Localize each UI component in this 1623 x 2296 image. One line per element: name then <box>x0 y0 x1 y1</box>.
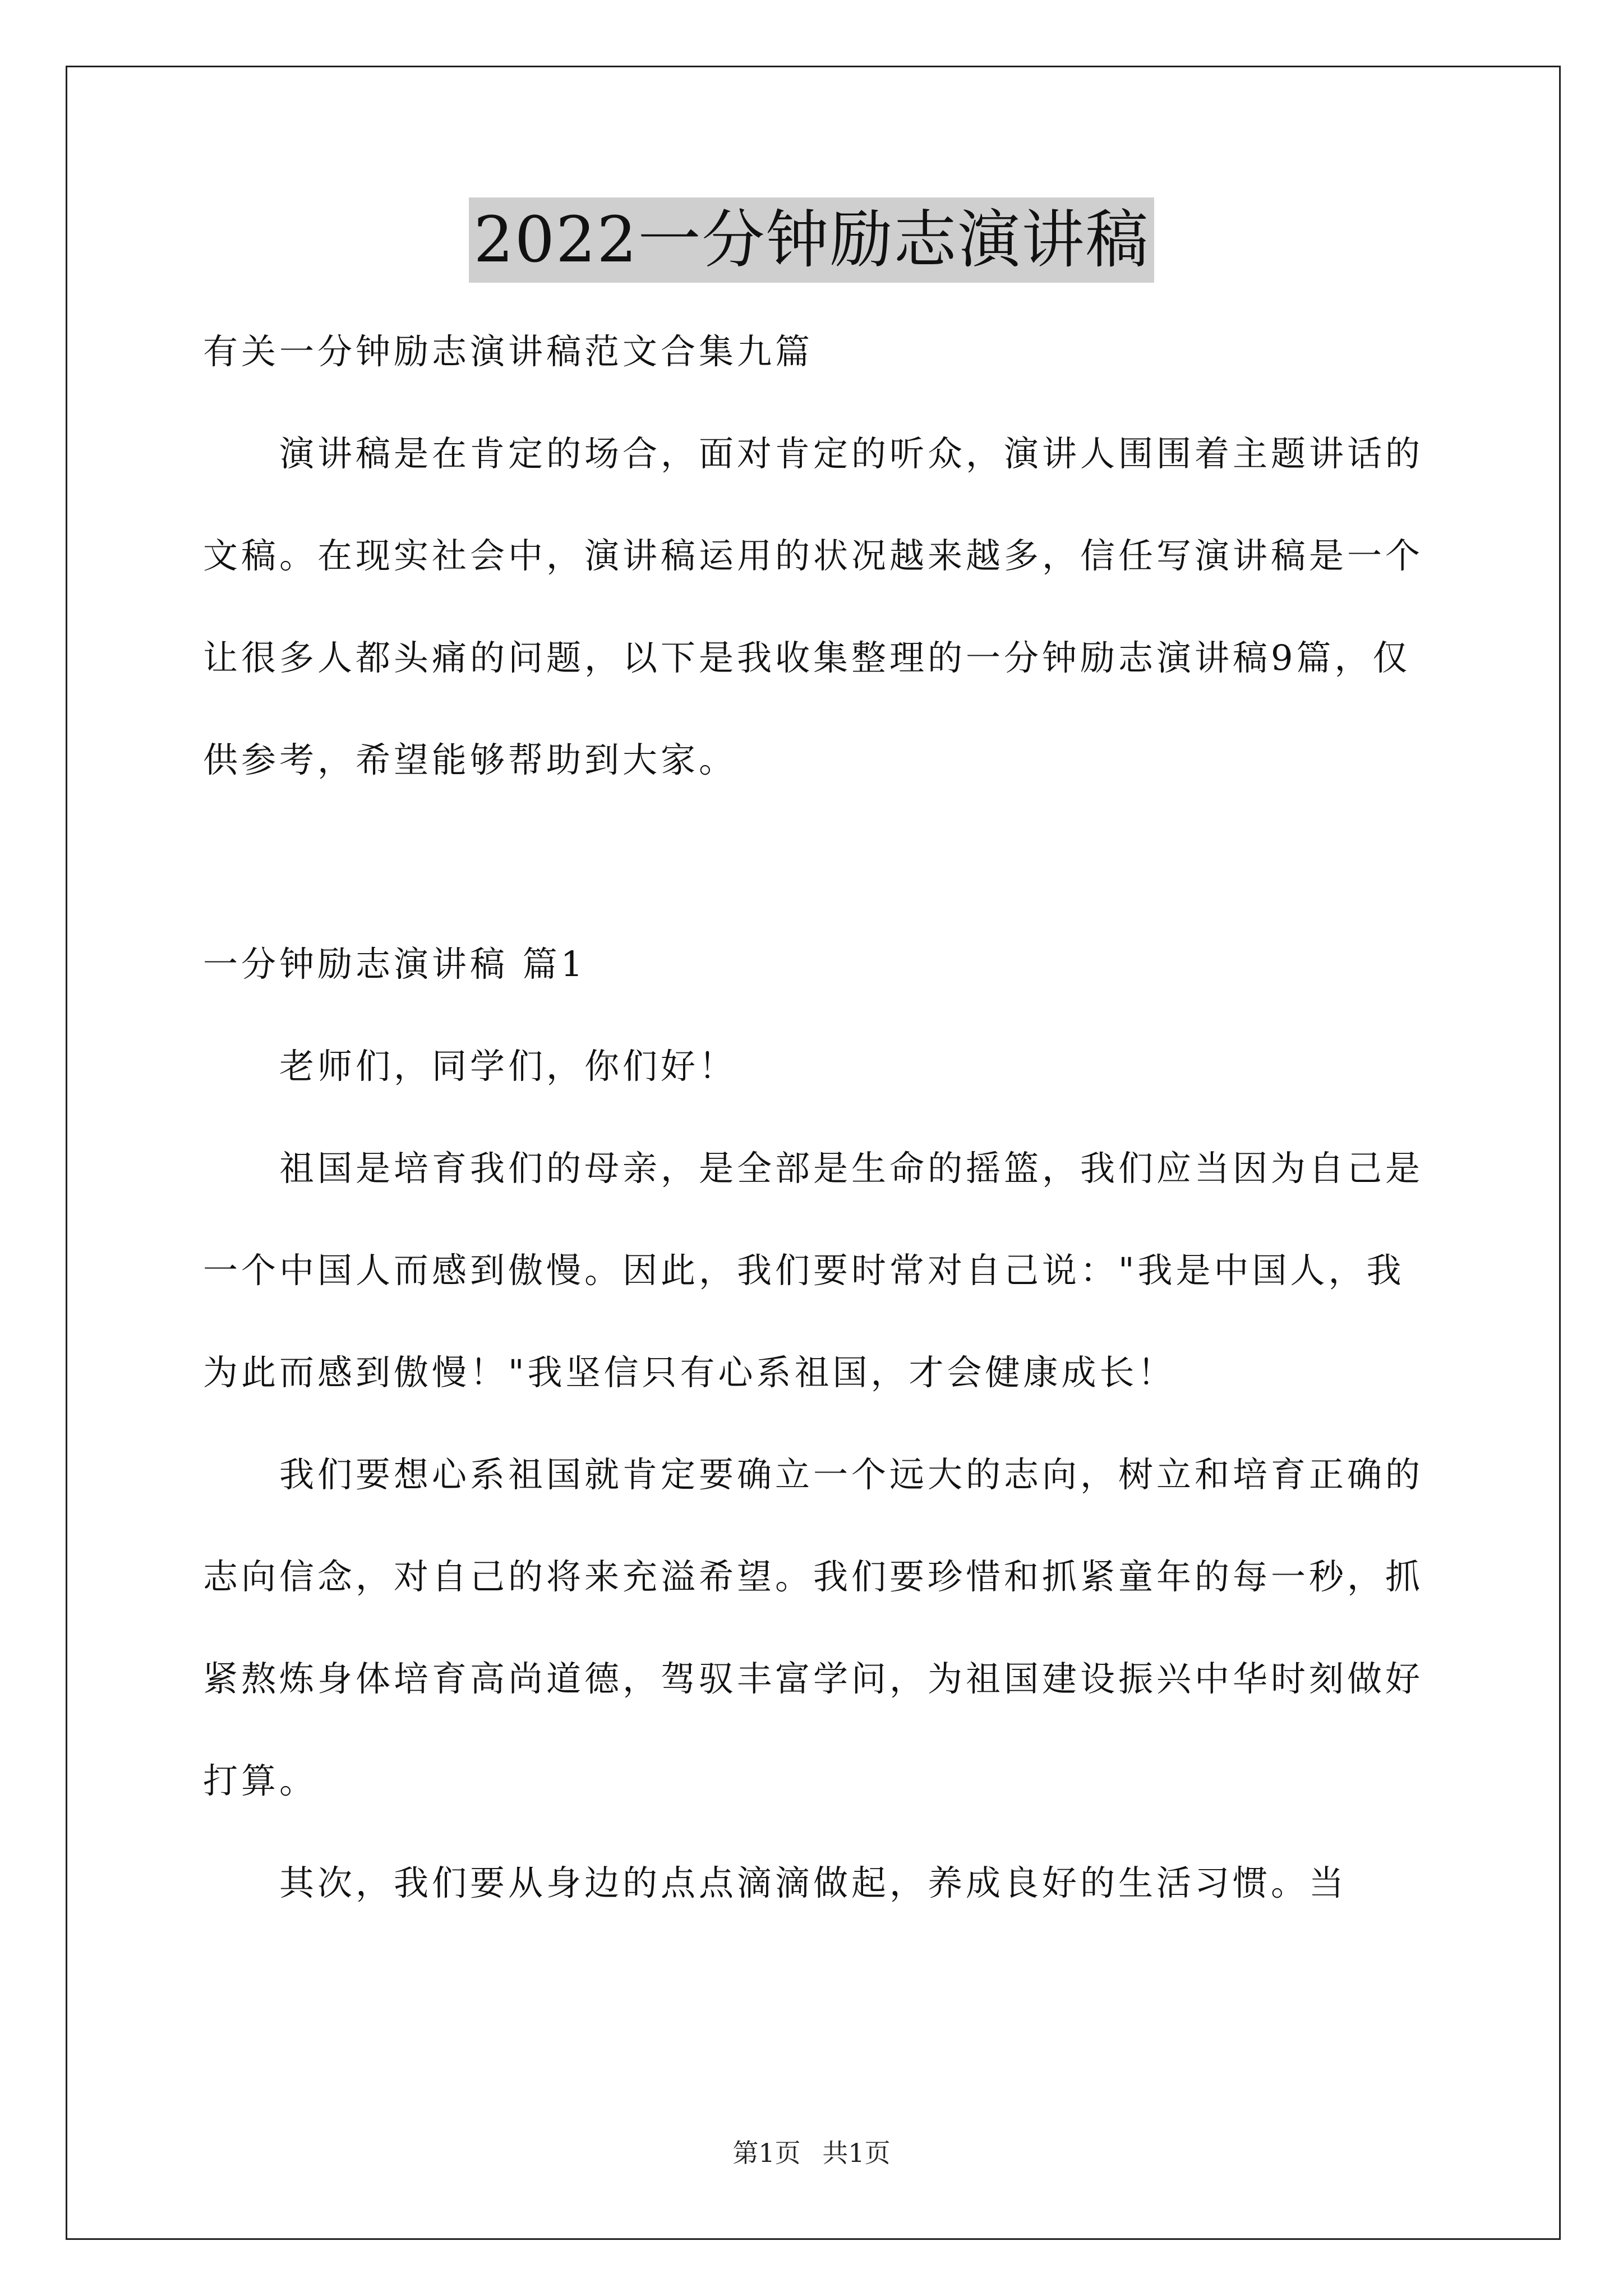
body-paragraph: 其次，我们要从身边的点点滴滴做起，养成良好的生活习惯。当 <box>279 1862 1348 1903</box>
title-container <box>0 197 1623 283</box>
intro-paragraph: 演讲稿是在肯定的场合，面对肯定的听众，演讲人围围着主题讲话的文稿。在现实社会中，演讲稿运用的状况越来越多，信任写演讲稿是一个让很多人都头痛的问题，以下是我收集整理的一分钟励志演讲稿9篇，仅供参考，希望能够帮助到大家。 <box>203 433 1424 780</box>
body-paragraph: 老师们，同学们，你们好！ <box>279 1046 737 1087</box>
document-subtitle: 有关一分钟励志演讲稿范文合集九篇 <box>203 331 814 372</box>
page-footer <box>0 2136 1623 2170</box>
page-number: 第1页 <box>732 2138 801 2168</box>
body-paragraph: 祖国是培育我们的母亲，是全部是生命的摇篮，我们应当因为自己是一个中国人而感到傲慢。因此，我们要时常对自己说："我是中国人，我为此而感到傲慢！"我坚信只有心系祖国，才会健康成长！ <box>203 1148 1424 1393</box>
page-total: 共1页 <box>822 2138 891 2168</box>
section-heading: 一分钟励志演讲稿 篇1 <box>203 944 587 984</box>
body-paragraph: 我们要想心系祖国就肯定要确立一个远大的志向，树立和培育正确的志向信念，对自己的将来充溢希望。我们要珍惜和抓紧童年的每一秒，抓紧熬炼身体培育高尚道德，驾驭丰富学问，为祖国建设振兴中华时刻做好打算。 <box>203 1454 1424 1801</box>
document-body <box>203 301 1431 1934</box>
section-spacer <box>203 811 1431 913</box>
document-title: 2022一分钟励志演讲稿 <box>469 197 1154 283</box>
